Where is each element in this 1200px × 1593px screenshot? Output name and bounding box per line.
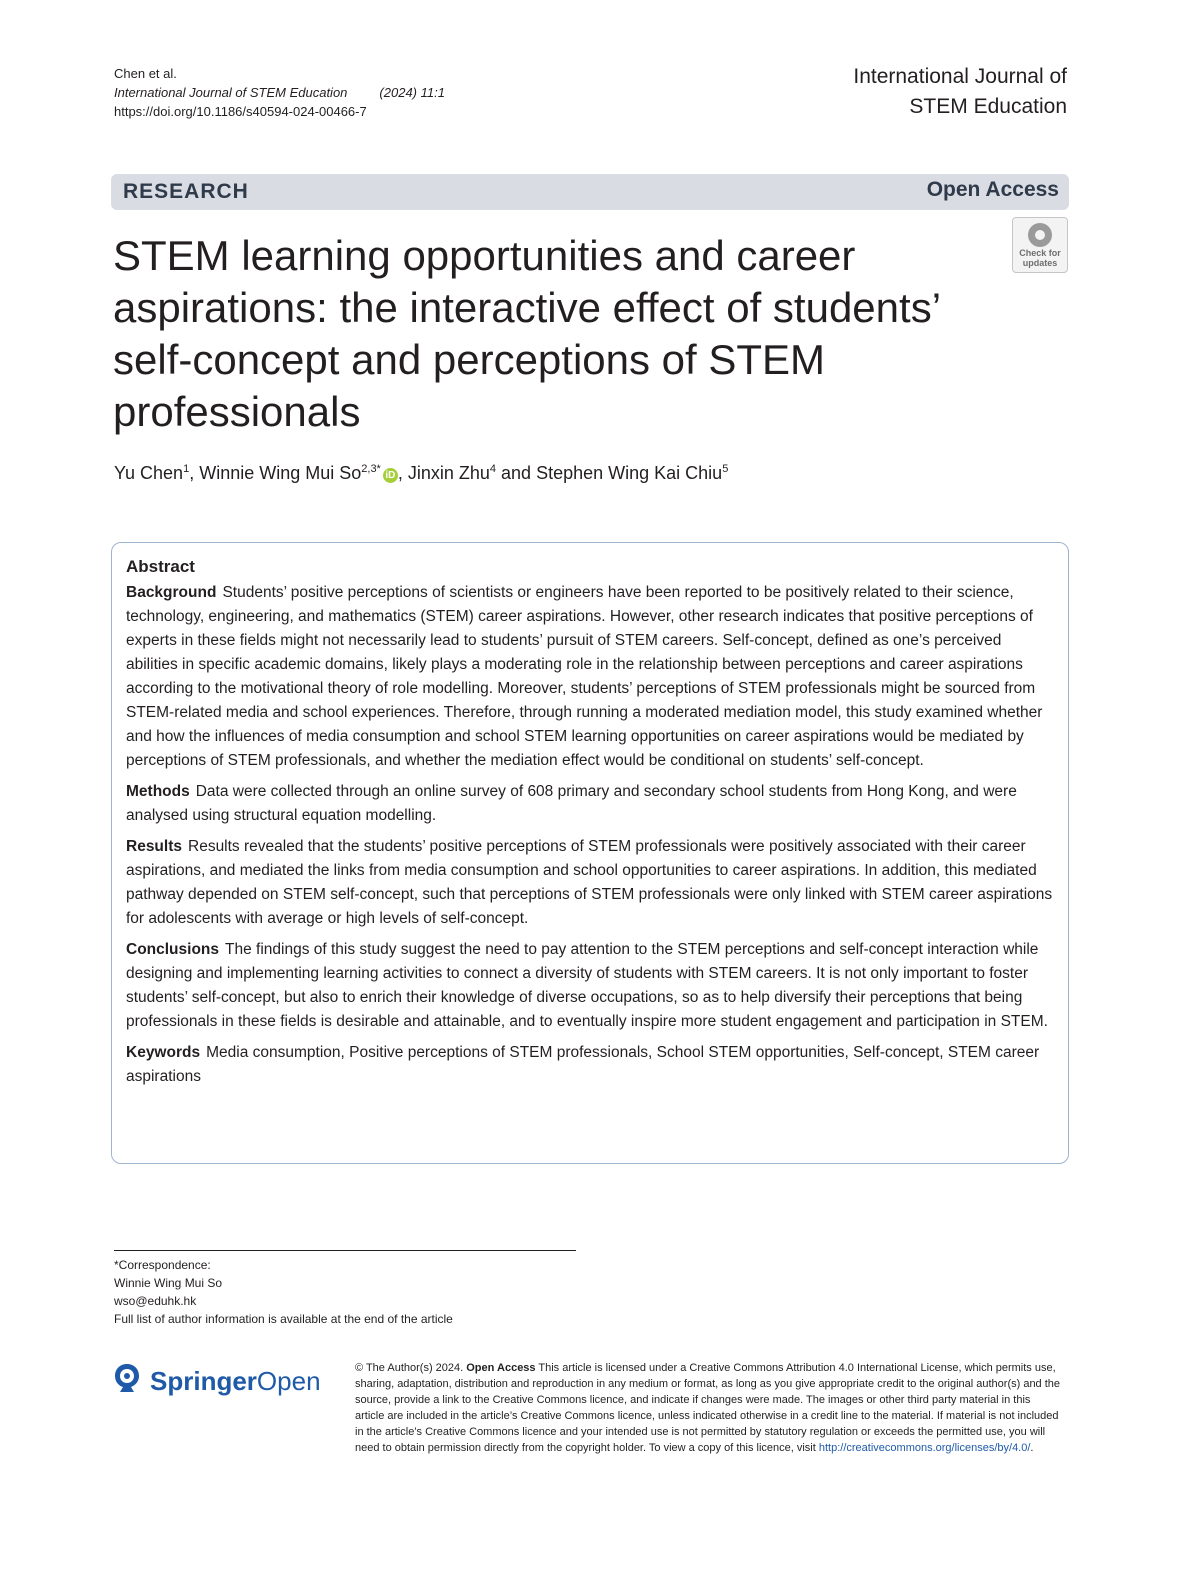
footnote-email[interactable]: wso@eduhk.hk [114, 1294, 197, 1308]
header-citation [114, 83, 445, 102]
journal-name-line1: International Journal of [853, 65, 1067, 88]
author-affil: 2,3* [361, 463, 381, 475]
footnote-label: *Correspondence: [114, 1258, 211, 1272]
abstract-results [126, 835, 1054, 931]
check-for-updates-badge[interactable] [1012, 217, 1068, 273]
abstract-box [111, 542, 1069, 1164]
section-label: Conclusions [126, 941, 220, 958]
springer-horse-icon [112, 1362, 142, 1394]
orcid-icon[interactable]: iD [383, 468, 398, 483]
author-name: Jinxin Zhu [407, 463, 490, 483]
section-text: Media consumption, Positive perceptions of STEM professionals, School STEM opportunities, Self-concept, STEM career aspirations [126, 1044, 1040, 1085]
article-type: RESEARCH [123, 180, 249, 203]
footnote-note: Full list of author information is available at the end of the article [114, 1312, 453, 1326]
author-name: Yu Chen [114, 463, 184, 483]
abstract-keywords [126, 1041, 1054, 1089]
abstract-background [126, 581, 1054, 773]
header-year-vol: (2024) 11:1 [379, 85, 445, 100]
license-link[interactable]: http://creativecommons.org/licenses/by/4.0/ [818, 1442, 1031, 1454]
author-list: Yu Chen$^1$, Winnie Wing Mui $So^{2,3*}iD$ , Jinxin Zhu$^4$ and Stephen Wing Kai Chiu$^5$ [114, 463, 729, 483]
section-label: Background [126, 584, 217, 601]
header-authors: Chen et al. [114, 66, 177, 81]
author-name: Stephen Wing Kai Chiu [536, 463, 723, 483]
abstract-methods [126, 780, 1054, 828]
correspondence-footnote [114, 1256, 453, 1328]
article-title: STEM learning opportunities and career aspirations: the interactive effect of students’ self-concept and perceptions of STEM professionals [113, 232, 940, 435]
wordmark-part2: Open [256, 1366, 321, 1396]
license-open-access: Open Access [466, 1362, 536, 1374]
license-statement: © The Author(s) 2024. Open Access This article is licensed under a Creative Commons Attribution 4.0 International License, which permits use, sharing, adaptation, distribution and reproduction in any medium or format, as long as you give appropriate credit to the original author(s) and the source, provide a link to the Creative Commons licence, and indicate if changes were made. The images or other third party material in this article are included in the article’s Creative Commons licence, unless indicated otherwise in a credit line to the material. If material is not included in the article’s Creative Commons licence and your intended use is not permitted by statutory regulation or exceeds the permitted use, you will need to obtain permission directly from the copyright holder. To view a copy of this licence, visit http://creativecommons.org/licenses/by/4.0/. [355, 1362, 1061, 1454]
author-affil: 1 [183, 463, 190, 475]
author-affil: 5 [722, 463, 729, 475]
running-header [114, 64, 445, 121]
abstract-conclusions [126, 938, 1054, 1034]
section-text: Students’ positive perceptions of scientists or engineers have been reported to be positively related to their science, technology, engineering, and mathematics (STEM) career aspirations. However, other research indicates that positive perceptions of experts in these fields might not necessarily lead to students’ pursuit of STEM careers. Self-concept, defined as one’s perceived abilities in specific academic domains, likely plays a moderating role in the relationship between perceptions and career aspirations according to the motivational theory of role modelling. Moreover, students’ perceptions of STEM professionals might be sourced from STEM-related media and school experiences. Therefore, through running a moderated mediation model, this study examined whether and how the influences of media consumption and school STEM learning opportunities on career aspirations would be mediated by perceptions of STEM professionals, and whether the mediation effect would be conditional on students’ self-concept. [126, 584, 1043, 769]
article-type-bar [111, 174, 1069, 210]
license-text: This article is licensed under a Creative Commons Attribution 4.0 International License, which permits use, sharing, adaptation, distribution and reproduction in any medium or format, as long as you give appropriate credit to the original author(s) and the source, provide a link to the Creative Commons licence, and indicate if changes were made. The images or other third party material in this article are included in the article’s Creative Commons licence, unless indicated otherwise in a credit line to the material. If material is not included in the article’s Creative Commons licence and your intended use is not permitted by statutory regulation or exceeds the permitted use, you will need to obtain permission directly from the copyright holder. To view a copy of this licence, visit [355, 1362, 1061, 1454]
crossmark-icon [1028, 223, 1052, 247]
journal-name-line2: STEM Education [909, 95, 1067, 118]
footnote-divider [114, 1250, 576, 1251]
abstract-heading: Abstract [126, 557, 195, 576]
crossmark-line2: updates [1022, 258, 1058, 268]
header-doi[interactable]: https://doi.org/10.1186/s40594-024-00466-7 [114, 104, 367, 119]
section-label: Keywords [126, 1044, 201, 1061]
open-access-label: Open Access [926, 178, 1059, 201]
section-label: Methods [126, 783, 190, 800]
author-affil: 4 [489, 463, 497, 475]
springer-open-wordmark [150, 1366, 321, 1397]
section-text: The findings of this study suggest the need to pay attention to the STEM perceptions and self-concept interaction while designing and implementing learning activities to connect a diversity of students with STEM careers. It is not only important to foster students’ self-concept, but also to enrich their knowledge of diverse occupations, so as to help diversify their perceptions that being professionals in these fields is desirable and attainable, and to eventually inspire more student engagement and participation in STEM. [126, 941, 1048, 1030]
copyright: © The Author(s) 2024. [355, 1362, 464, 1374]
section-label: Results [126, 838, 182, 855]
section-text: Data were collected through an online survey of 608 primary and secondary school students from Hong Kong, and were analysed using structural equation modelling. [126, 783, 1017, 824]
header-journal: International Journal of STEM Education [114, 85, 348, 100]
footnote-name: Winnie Wing Mui So [114, 1276, 223, 1290]
crossmark-line1: Check for [1019, 248, 1061, 258]
wordmark-part1: Springer [150, 1366, 257, 1396]
journal-name [853, 62, 1067, 122]
author-name: Winnie Wing Mui So [199, 463, 362, 483]
section-text: Results revealed that the students’ positive perceptions of STEM professionals were positively associated with their career aspirations, and mediated the links from media consumption and school opportunities to career aspirations. In addition, this mediated pathway depended on STEM self-concept, such that perceptions of STEM professionals were only linked with STEM career aspirations for adolescents with average or high levels of self-concept. [126, 838, 1053, 927]
